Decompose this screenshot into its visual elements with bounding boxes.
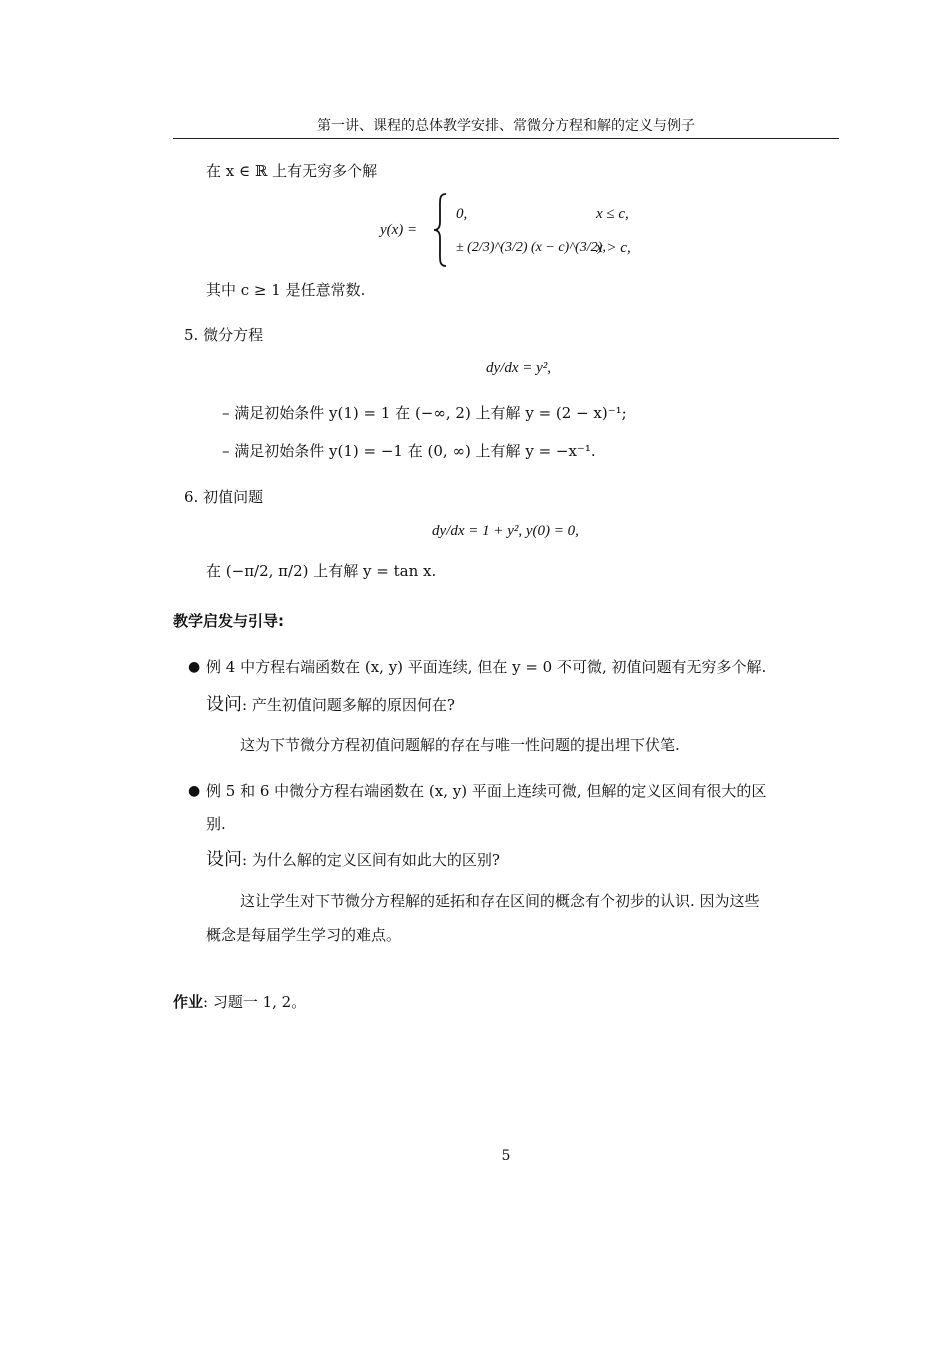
- bullet-1-answer: 这为下节微分方程初值问题解的存在与唯一性问题的提出埋下伏笔.: [240, 736, 680, 754]
- item6-label: 6. 初值问题: [184, 488, 264, 506]
- case2-value: ± (2/3)^(3/2) (x − c)^(3/2),: [456, 240, 606, 255]
- homework-label: 作业: [173, 993, 204, 1011]
- header-rule: [173, 138, 839, 139]
- bullet-1-text: 例 4 中方程右端函数在 (x, y) 平面连续, 但在 y = 0 不可微, 初值问题有无穷多个解.: [206, 658, 767, 676]
- question-label: 设问: [206, 849, 242, 870]
- question-text: : 为什么解的定义区间有如此大的区别?: [242, 851, 500, 869]
- piecewise-lhs: y(x) =: [380, 222, 418, 238]
- constant-note: 其中 c ≥ 1 是任意常数.: [206, 281, 366, 299]
- item5-label: 5. 微分方程: [184, 326, 264, 344]
- homework-text: : 习题一 1, 2。: [203, 993, 307, 1011]
- bullet-2-answer-line1: 这让学生对下节微分方程解的延拓和存在区间的概念有个初步的认识. 因为这些: [240, 892, 760, 910]
- bullet-1-marker: ●: [188, 659, 201, 675]
- case2-condition: x > c,: [596, 240, 631, 256]
- item5-case-a: – 满足初始条件 y(1) = 1 在 (−∞, 2) 上有解 y = (2 − x)⁻¹;: [222, 404, 627, 422]
- piecewise-equation: [380, 192, 660, 268]
- left-brace: [432, 192, 448, 268]
- bullet-2-text-line2: 别.: [206, 815, 226, 833]
- item6-equation: dy/dx = 1 + y², y(0) = 0,: [432, 523, 579, 539]
- question-label: 设问: [206, 694, 242, 715]
- bullet-2-text-line1: 例 5 和 6 中微分方程右端函数在 (x, y) 平面上连续可微, 但解的定义区间有很大的区: [206, 782, 767, 800]
- item5-case-b: – 满足初始条件 y(1) = −1 在 (0, ∞) 上有解 y = −x⁻¹.: [222, 442, 596, 460]
- homework-line: [173, 992, 306, 1012]
- case1-condition: x ≤ c,: [596, 206, 629, 222]
- page-number: 5: [501, 1148, 511, 1164]
- section-title: 教学启发与引导:: [173, 612, 284, 630]
- case1-value: 0,: [456, 206, 468, 222]
- bullet-2-marker: ●: [188, 783, 201, 799]
- bullet-2-answer-line2: 概念是每届学生学习的难点。: [206, 926, 402, 944]
- intro-line: 在 x ∈ ℝ 上有无穷多个解: [206, 162, 378, 180]
- bullet-1-question: [206, 695, 455, 715]
- item6-solution: 在 (−π/2, π/2) 上有解 y = tan x.: [206, 562, 437, 580]
- question-text: : 产生初值问题多解的原因何在?: [242, 696, 455, 714]
- bullet-2-question: [206, 850, 500, 870]
- running-header: 第一讲、课程的总体教学安排、常微分方程和解的定义与例子: [317, 118, 695, 134]
- item5-equation: dy/dx = y²,: [486, 360, 552, 376]
